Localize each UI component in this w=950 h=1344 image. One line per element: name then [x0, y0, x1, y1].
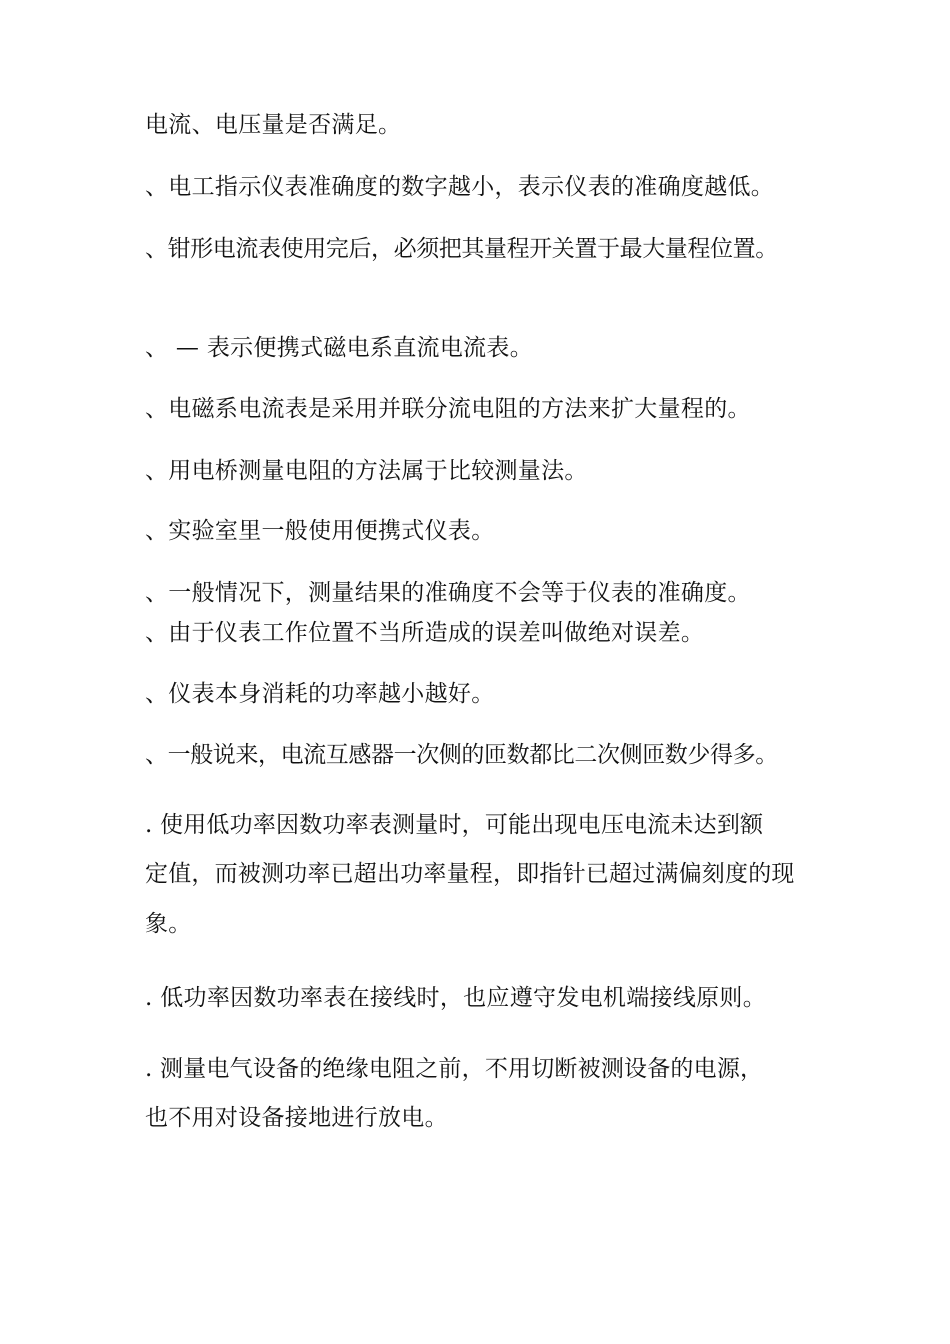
text-line-5: 、电磁系电流表是采用并联分流电阻的方法来扩大量程的。	[145, 396, 751, 422]
text-line-6: 、用电桥测量电阻的方法属于比较测量法。	[145, 458, 588, 484]
text-line-1: 电流、电压量是否满足。	[145, 112, 402, 138]
text-line-14: 象。	[145, 911, 192, 937]
text-line-12: . 使用低功率因数功率表测量时，可能出现电压电流未达到额	[145, 812, 764, 838]
text-line-4: 、 — 表示便携式磁电系直流电流表。	[145, 335, 534, 361]
text-line-7: 、实验室里一般使用便携式仪表。	[145, 518, 495, 544]
text-line-8: 、一般情况下，测量结果的准确度不会等于仪表的准确度。	[145, 580, 751, 606]
text-line-17: 也不用对设备接地进行放电。	[145, 1105, 448, 1131]
text-line-11: 、一般说来，电流互感器一次侧的匝数都比二次侧匝数少得多。	[145, 742, 778, 768]
text-line-2: 、电工指示仪表准确度的数字越小，表示仪表的准确度越低。	[145, 174, 775, 200]
text-line-3: 、钳形电流表使用完后，必须把其量程开关置于最大量程位置。	[145, 236, 778, 262]
text-line-16: . 测量电气设备的绝缘电阻之前，不用切断被测设备的电源，	[145, 1056, 764, 1082]
text-line-9: 、由于仪表工作位置不当所造成的误差叫做绝对误差。	[145, 620, 705, 646]
text-line-15: . 低功率因数功率表在接线时，也应遵守发电机端接线原则。	[145, 985, 767, 1011]
text-line-10: 、仪表本身消耗的功率越小越好。	[145, 681, 495, 707]
text-line-13: 定值，而被测功率已超出功率量程，即指针已超过满偏刻度的现	[145, 861, 795, 887]
